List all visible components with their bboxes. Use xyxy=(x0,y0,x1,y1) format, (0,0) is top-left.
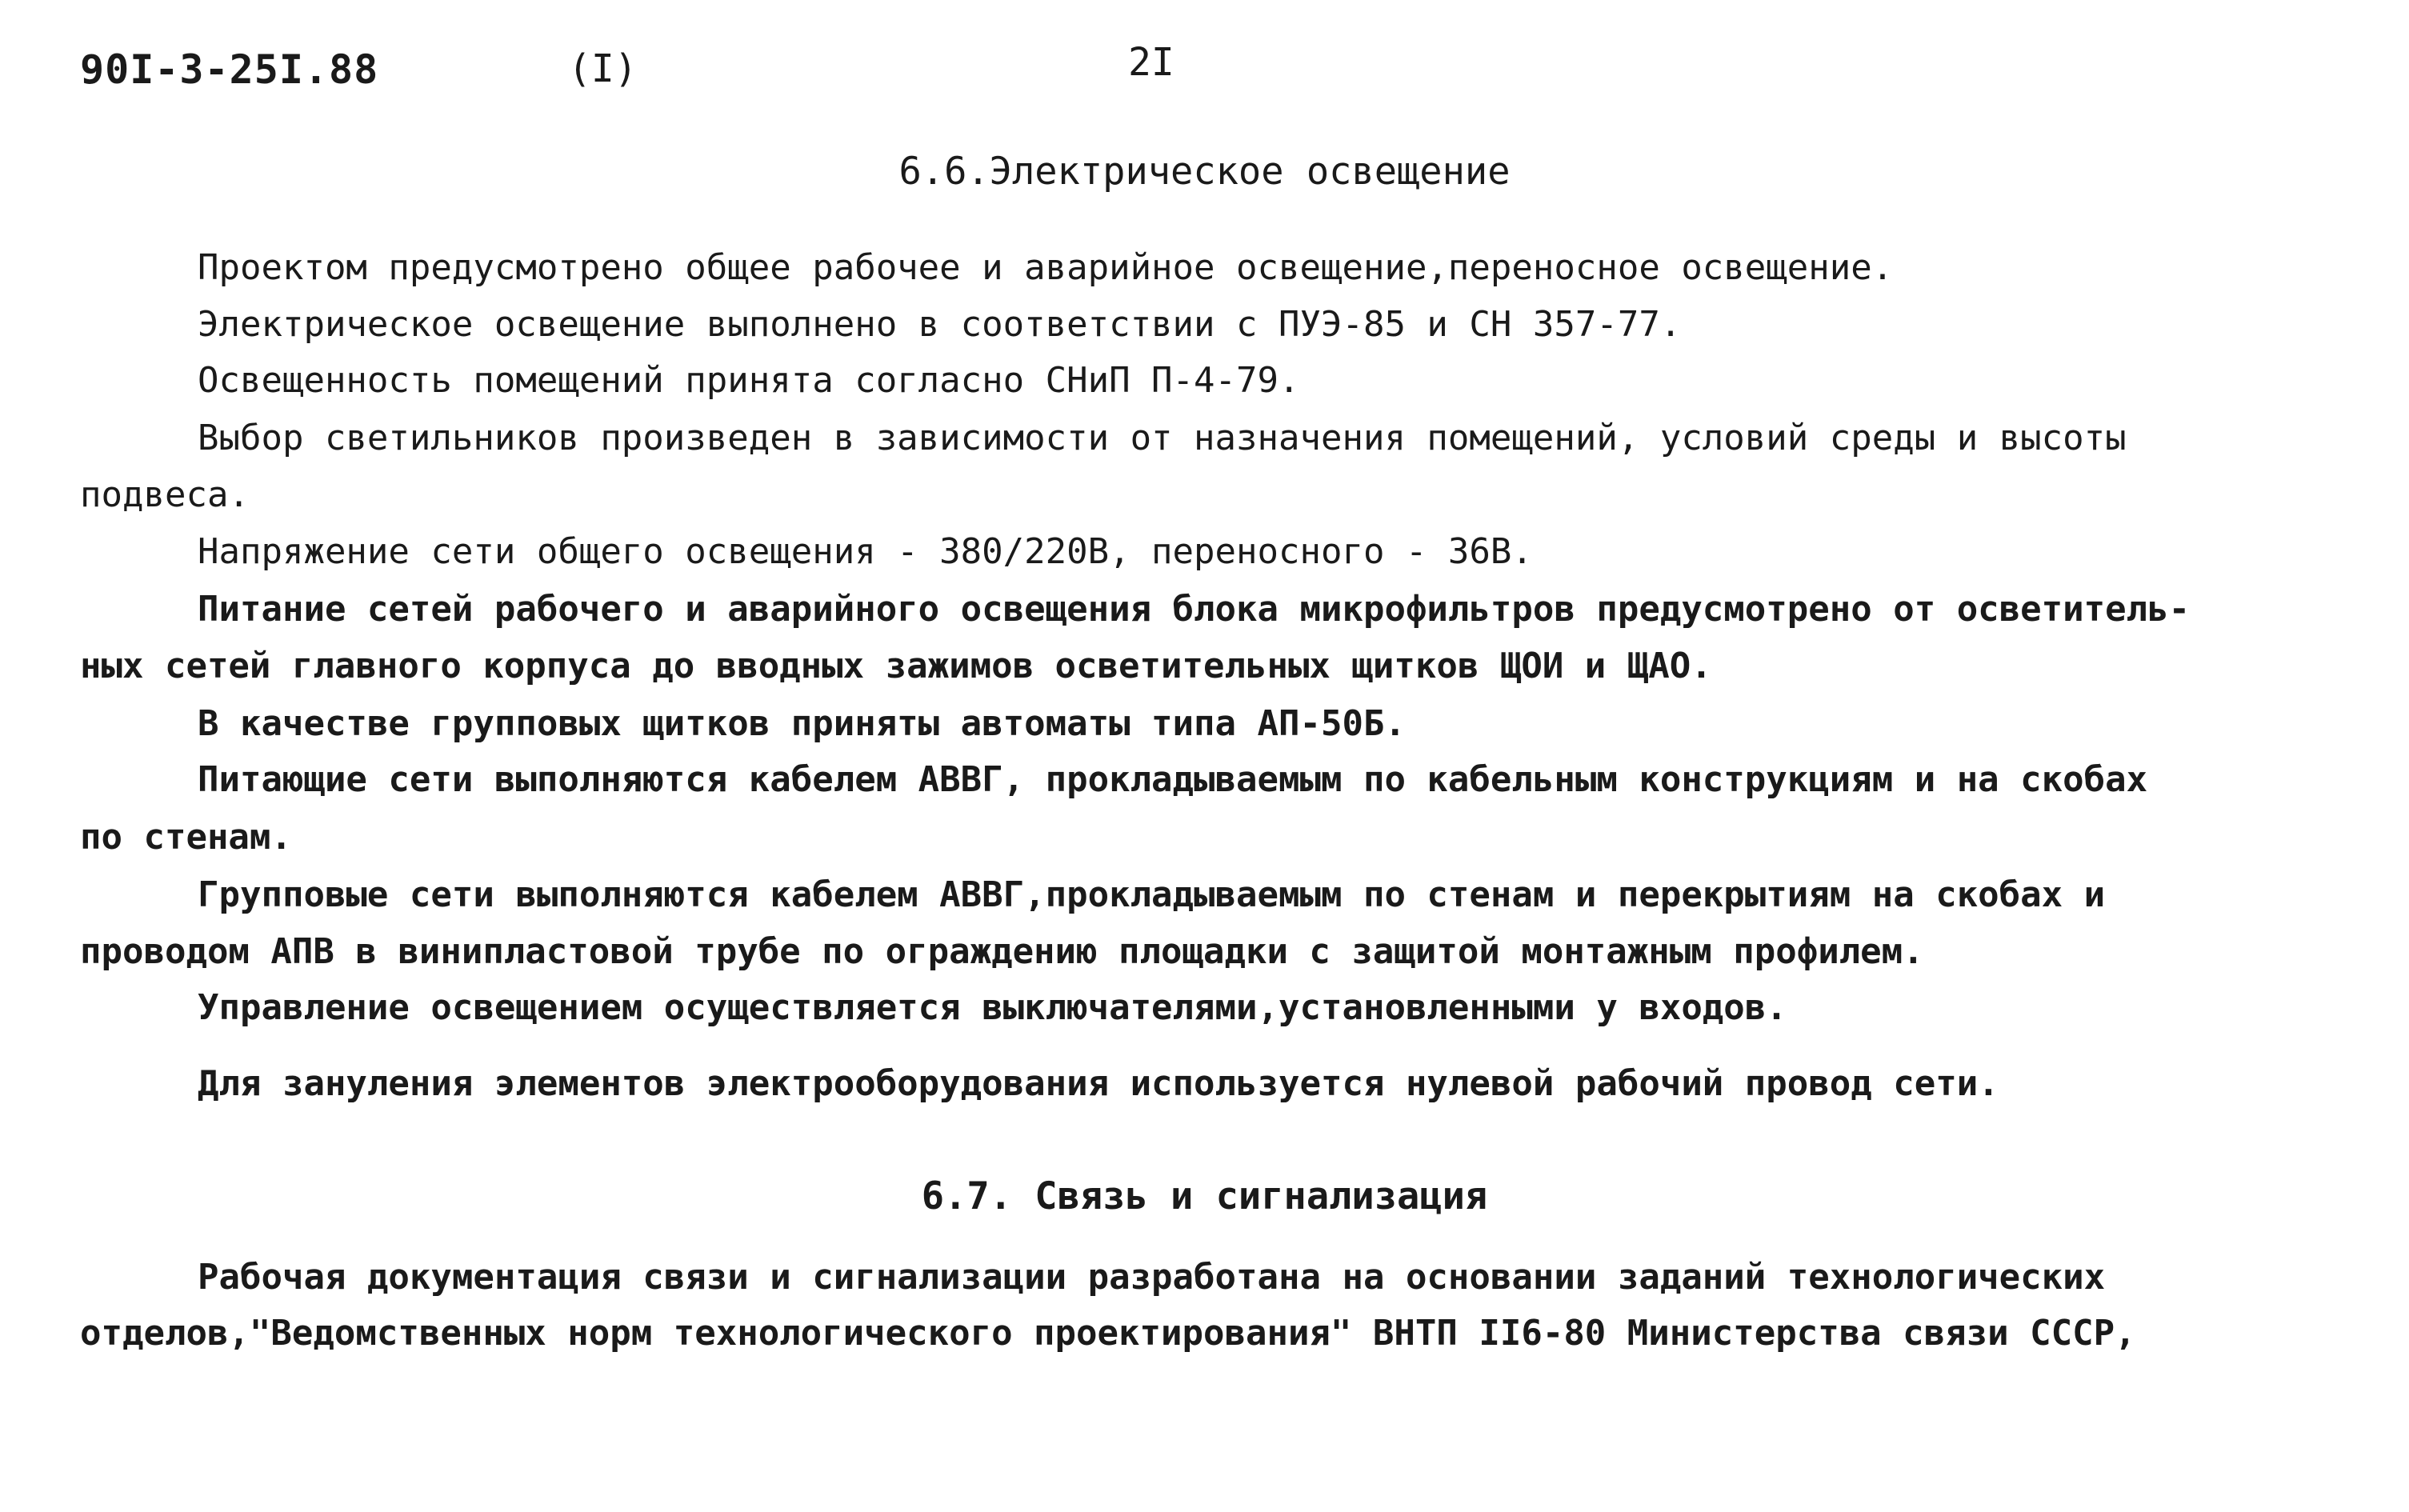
document-part: (I) xyxy=(568,46,638,91)
paragraph-line: Электрическое освещение выполнено в соответствии с ПУЭ-85 и СН 357-77. xyxy=(198,304,1682,345)
paragraph-line: Управление освещением осуществляется выключателями,установленными у входов. xyxy=(198,987,1787,1028)
paragraph-line: Питание сетей рабочего и аварийного освещения блока микрофильтров предусмотрено от осветитель- xyxy=(198,589,2191,630)
paragraph-line: отделов,"Ведомственных норм технологического проектирования" ВНТП II6-80 Министерства связи СССР, xyxy=(80,1313,2136,1354)
paragraph-line: Для зануления элементов электрооборудования используется нулевой рабочий провод сети. xyxy=(198,1063,1999,1104)
paragraph-line: по стенам. xyxy=(80,817,292,858)
paragraph-line: Рабочая документация связи и сигнализации разработана на основании заданий технологических xyxy=(198,1257,2106,1298)
paragraph-line: Напряжение сети общего освещения - 380/220В, переносного - 36В. xyxy=(198,531,1533,572)
paragraph-line: В качестве групповых щитков приняты автоматы типа АП-50Б. xyxy=(198,703,1406,744)
section-heading-6-6: 6.6.Электрическое освещение xyxy=(898,150,1511,194)
paragraph-line: Выбор светильников произведен в зависимости от назначения помещений, условий среды и высоты xyxy=(198,418,2127,458)
paragraph-line: проводом АПВ в винипластовой трубе по ограждению площадки с защитой монтажным профилем. xyxy=(80,931,1924,972)
section-heading-6-7: 6.7. Связь и сигнализация xyxy=(921,1174,1488,1218)
document-code: 90I-3-25I.88 xyxy=(80,46,379,93)
paragraph-line: Питающие сети выполняются кабелем АВВГ, прокладываемым по кабельным конструкциям и на скобах xyxy=(198,759,2148,800)
paragraph-line: Групповые сети выполняются кабелем АВВГ,прокладываемым по стенам и перекрытиям на скобах и xyxy=(198,874,2106,915)
paragraph-line: Освещенность помещений принята согласно СНиП П-4-79. xyxy=(198,360,1300,401)
page-header xyxy=(0,40,2409,102)
paragraph-line: Проектом предусмотрено общее рабочее и аварийное освещение,переносное освещение. xyxy=(198,247,1894,288)
page-number: 2I xyxy=(1128,40,1174,85)
paragraph-line: подвеса. xyxy=(80,474,250,515)
paragraph-line: ных сетей главного корпуса до вводных зажимов осветительных щитков ЩОИ и ЩАО. xyxy=(80,646,1712,686)
